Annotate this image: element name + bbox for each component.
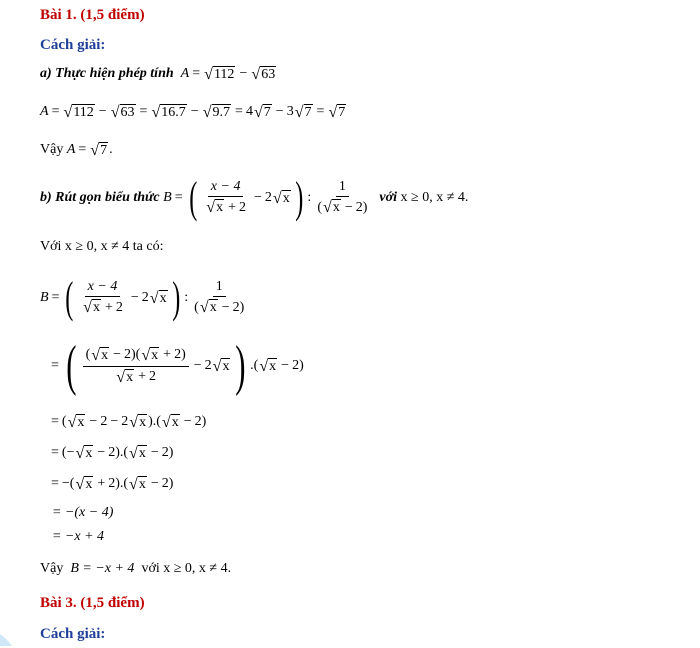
part-b-prompt: b) Rút gọn biểu thức B = ( x − 4 √ x + 2 − 2 √ x ) : 1 ( √ x − 2 ) với x ≥ 0, x ≠ 4.: [40, 173, 469, 222]
b-step-5: = −(x − 4): [52, 505, 114, 520]
cach-giai-label-3: Cách giải:: [40, 626, 106, 642]
b-step-3: = (− √ x − 2 ).( √ x − 2 ): [51, 445, 174, 462]
b-step-0: B = ( x − 4 √ x + 2 − 2 √ x ) : 1 ( √ x − 2 ): [40, 273, 245, 322]
part-b-prompt-text: Rút gọn biểu thức: [55, 190, 160, 205]
part-a-prompt-text: Thực hiện phép tính: [55, 66, 174, 82]
cach-giai-label: Cách giải:: [40, 37, 106, 53]
bai3-heading: Bài 3. (1,5 điểm): [40, 595, 145, 611]
part-b-conclusion: Vậy B = −x + 4 với x ≥ 0, x ≠ 4.: [40, 561, 232, 576]
part-b-label: b): [40, 190, 52, 205]
decorative-corner-icon: [0, 630, 12, 646]
part-a-computation: A = √ 112 − √ 63 = √ 16.7 − √ 9.7 = 4 √ 7 − 3 √ 7 = √ 7: [40, 104, 346, 121]
var-a: A: [180, 66, 190, 82]
condition-intro: Với x ≥ 0, x ≠ 4 ta có:: [40, 239, 164, 254]
part-a-label: a): [40, 66, 52, 82]
b-step-6: = −x + 4: [52, 529, 105, 544]
radicand-63: 63: [261, 67, 276, 82]
part-a-prompt: a) Thực hiện phép tính A = √ 112 − √ 63: [40, 66, 276, 83]
bai1-heading: Bài 1. (1,5 điểm): [40, 7, 145, 23]
b-step-1: = ( ( √ x − 2 )( √ x + 2 ) √ x + 2 − 2 √ x ) .( √ x − 2 ): [51, 335, 304, 397]
part-a-conclusion: Vậy A = √ 7 .: [40, 142, 113, 159]
radicand-112: 112: [213, 67, 235, 82]
b-step-4: = −( √ x + 2 ).( √ x − 2 ): [51, 476, 174, 493]
b-step-2: = ( √ x − 2 − 2 √ x ).( √ x − 2 ): [51, 414, 207, 431]
